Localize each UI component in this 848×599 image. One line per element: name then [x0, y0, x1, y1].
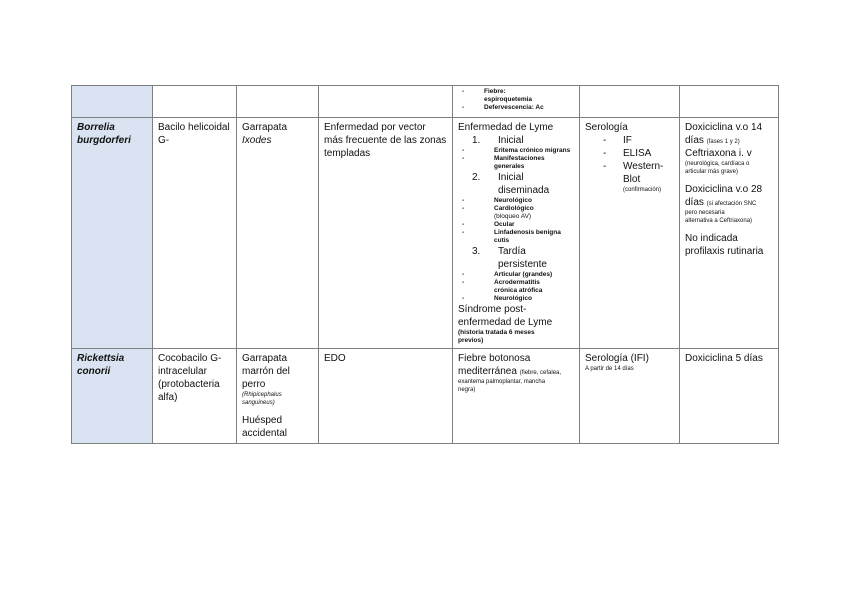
treatment-p4: [685, 232, 773, 258]
treatment-cell: [680, 349, 779, 444]
epi-line: Enfermedad por vector: [324, 122, 426, 133]
epi-line: más frecuente de las zonas: [324, 135, 447, 146]
epidemiology-cell: [319, 118, 453, 349]
agent-line: (protobacteria: [158, 379, 220, 390]
symptom-label: Articular (grandes): [494, 271, 553, 278]
clinic-title: mediterránea: [458, 366, 517, 377]
agent-line: alfa): [158, 392, 178, 403]
list-item: [458, 88, 574, 104]
note-line: pero necesaria: [685, 210, 725, 216]
post-syndrome-note: [458, 329, 574, 345]
diagnosis-cell: [580, 349, 680, 444]
stage-label: Inicial: [498, 135, 524, 146]
stage-label: diseminada: [498, 185, 550, 196]
list-item: [458, 104, 574, 112]
species-epithet: burgdorferi: [77, 135, 131, 146]
post-syndrome-title: [458, 303, 574, 329]
vector-species: Ixodes: [242, 135, 272, 146]
symptom-label: Ocular: [494, 221, 515, 228]
treatment-p1: [685, 121, 773, 147]
agent-line: G-: [158, 135, 170, 146]
agent-cell: [153, 349, 237, 444]
stage-item: [458, 245, 574, 271]
agent-line: intracelular: [158, 366, 207, 377]
diagnosis-title: Serología: [585, 122, 628, 133]
note-line: negra): [458, 387, 476, 393]
test-label: Western-: [623, 161, 664, 172]
note-line: articular más grave): [685, 169, 739, 175]
cell-empty: [680, 86, 779, 118]
epi-line: templadas: [324, 148, 371, 159]
list-item: [458, 205, 574, 213]
treatment-line: días: [685, 135, 704, 146]
clinic-note: (fiebre, cefalea,: [519, 370, 562, 376]
symptom-label: Manifestaciones generales: [494, 155, 545, 170]
treatment-cell: [680, 118, 779, 349]
stage-number: 1.: [472, 135, 481, 146]
bullet-icon: -: [462, 155, 465, 162]
treatment-p2: Ceftriaxona i. v: [685, 148, 752, 159]
list-item: [585, 134, 674, 147]
bullet-icon: -: [462, 147, 465, 154]
bullet-icon: -: [462, 88, 465, 95]
symptom-label: Cardiológico: [494, 205, 534, 212]
cell-empty: [319, 86, 453, 118]
post-note-line: previos): [458, 337, 484, 344]
bullet-icon: -: [603, 135, 607, 146]
treatment-p3: [685, 183, 773, 209]
defervescence-label: Defervescencia: Ac: [484, 104, 544, 111]
note-line: exantema palmoplantar, mancha: [458, 379, 546, 385]
epi-line: EDO: [324, 353, 346, 364]
clinic-title: Enfermedad de Lyme: [458, 122, 554, 133]
cell-empty: [237, 86, 319, 118]
vector-species: [242, 391, 313, 407]
symptom-label: Acrodermatitis crónica atrófica: [494, 279, 543, 294]
symptom-label: Linfadenosis benigna cutis: [494, 229, 561, 244]
note-line: alternativa a Ceftriaxona): [685, 218, 753, 224]
vector-cell: [237, 118, 319, 349]
bullet-icon: -: [462, 271, 465, 278]
list-item: [458, 155, 574, 171]
host-line: accidental: [242, 428, 288, 439]
clinic-note-block: [458, 378, 574, 394]
post-note-line: (historia tratada 6 meses: [458, 329, 535, 336]
test-label-continuation: Blot: [623, 174, 641, 185]
symptom-label: Neurológico: [494, 295, 532, 302]
list-item: [458, 147, 574, 155]
stage-label: Inicial: [498, 172, 524, 183]
treatment-line: Doxiciclina v.o 28: [685, 184, 763, 195]
table-row-rickettsia: [72, 349, 779, 444]
table-row-borrelia: [72, 118, 779, 349]
diagnosis-title: Serología (IFI): [585, 353, 649, 364]
bullet-icon: -: [462, 229, 465, 236]
bullet-icon: -: [462, 205, 465, 212]
clinic-cell: [453, 118, 580, 349]
species-name-rickettsia: [72, 349, 153, 444]
epidemiology-cell: [319, 349, 453, 444]
cell-empty: [580, 86, 680, 118]
post-title-line: Síndrome post-: [458, 304, 527, 315]
treatment-line: Doxiciclina v.o 14: [685, 122, 763, 133]
test-note: (confirmación): [623, 187, 662, 193]
list-item: [458, 279, 574, 295]
species-line: (Rhipicephalus: [242, 392, 282, 398]
clinic-continuation-cell: [453, 86, 580, 118]
vector-line: marrón del: [242, 366, 290, 377]
bullet-icon: -: [462, 197, 465, 204]
test-label: IF: [623, 135, 632, 146]
species-line: sanguineus): [242, 400, 275, 406]
test-label: ELISA: [623, 148, 652, 159]
bullet-icon: -: [462, 104, 465, 111]
vector-line: Garrapata: [242, 353, 288, 364]
list-item: [458, 221, 574, 229]
list-item: [458, 229, 574, 245]
treatment-p3-note: [685, 209, 773, 225]
treatment-note: (fases 1 y 2): [706, 139, 740, 145]
symptom-label: Eritema crónico migrans: [494, 147, 571, 154]
bullet-icon: -: [462, 221, 465, 228]
species-genus: Rickettsia: [77, 353, 125, 364]
species-name-borrelia: [72, 118, 153, 349]
list-item: [458, 197, 574, 205]
note-line: (neurológica, cardíaca o: [685, 161, 750, 167]
diagnosis-note: A partir de 14 días: [585, 366, 634, 372]
species-cell-empty: [72, 86, 153, 118]
cell-empty: [153, 86, 237, 118]
bullet-icon: -: [603, 148, 607, 159]
treatment-line: No indicada: [685, 233, 738, 244]
treatment-line: Doxiciclina 5 días: [685, 353, 763, 364]
stage-label: persistente: [498, 259, 547, 270]
post-title-line: enfermedad de Lyme: [458, 317, 553, 328]
vector-cell: [237, 349, 319, 444]
table-row-continuation: [72, 86, 779, 118]
list-item: [458, 295, 574, 303]
stage-number: 3.: [472, 246, 481, 257]
treatment-note: (si afectación SNC: [706, 201, 757, 207]
agent-cell: [153, 118, 237, 349]
fever-detail: espiroquetemia: [484, 96, 533, 103]
clinic-cell: [453, 349, 580, 444]
fever-label: Fiebre:: [484, 88, 506, 95]
clinic-title: Fiebre botonosa: [458, 353, 531, 364]
species-genus: Borrelia: [77, 122, 115, 133]
list-item: [585, 160, 674, 173]
list-item-continuation: [458, 213, 574, 221]
agent-line: Cocobacilo G-: [158, 353, 222, 364]
host-label: [242, 414, 313, 440]
vector-line: perro: [242, 379, 266, 390]
diagnosis-cell: [580, 118, 680, 349]
symptom-label: Neurológico: [494, 197, 532, 204]
clinical-table: [71, 85, 779, 444]
vector-name: Garrapata: [242, 122, 288, 133]
treatment-line: días: [685, 197, 704, 208]
bullet-icon: -: [462, 295, 465, 302]
treatment-line: profilaxis rutinaria: [685, 246, 764, 257]
host-line: Huésped: [242, 415, 283, 426]
stage-label: Tardía: [498, 246, 526, 257]
bullet-icon: -: [603, 161, 607, 172]
treatment-p2-note: [685, 160, 773, 176]
symptom-detail: (bloqueo AV): [494, 213, 532, 220]
list-item: [458, 271, 574, 279]
bullet-icon: -: [462, 279, 465, 286]
species-epithet: conorii: [77, 366, 111, 377]
list-item: [585, 147, 674, 160]
stage-item: [458, 134, 574, 147]
stage-item: [458, 171, 574, 197]
stage-number: 2.: [472, 172, 481, 183]
agent-line: Bacilo helicoidal: [158, 122, 230, 133]
